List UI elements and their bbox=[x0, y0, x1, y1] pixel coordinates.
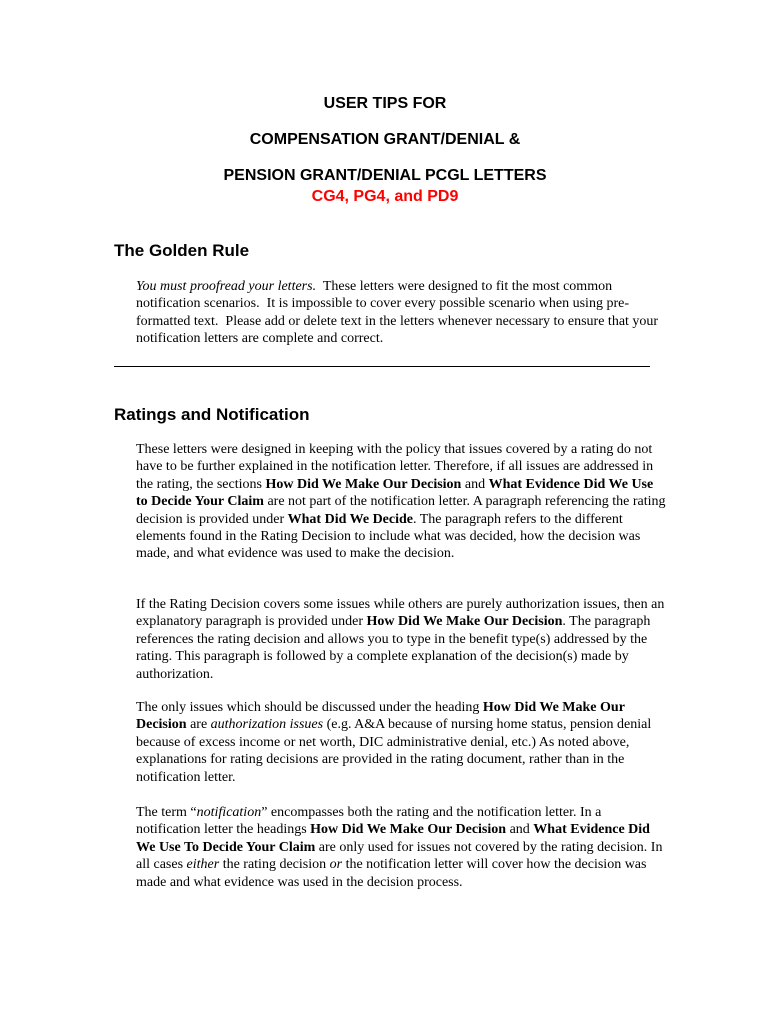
p4-italic-1: notification bbox=[196, 805, 262, 820]
title-line-2: COMPENSATION GRANT/DENIAL & bbox=[249, 131, 521, 148]
proofread-emphasis: You must proofread your letters. bbox=[136, 279, 317, 294]
p3-text-2: are bbox=[186, 717, 211, 733]
p4-bold-2: What Evidence Did We Use To Decide Your Claim bbox=[136, 822, 650, 855]
p4-text-3: and bbox=[506, 822, 534, 838]
p3-bold-1: How Did We Make Our Decision bbox=[136, 700, 625, 733]
p4-text-2: ” encompasses both the rating and the notification letter. In a notification letter the headings bbox=[136, 805, 602, 838]
p1-text-1: These letters were designed in keeping with the policy that issues covered by a rating do not have to be further explained in the notification letter. Therefore, if all issues are addressed in the rating, the sections bbox=[136, 442, 654, 492]
p1-bold-2: What Evidence Did We Use to Decide Your Claim bbox=[136, 476, 654, 510]
p4-text-5: the rating decision bbox=[219, 857, 330, 873]
p4-text-1: The term “ bbox=[136, 805, 197, 820]
title-line-1: USER TIPS FOR bbox=[323, 95, 447, 112]
p1-text-3: are not part of the notification letter. A paragraph referencing the rating decision is provided under bbox=[136, 494, 666, 527]
p1-bold-1: How Did We Make Our Decision bbox=[265, 476, 462, 492]
ratings-heading: Ratings and Notification bbox=[114, 405, 310, 424]
ratings-paragraph-1 bbox=[136, 441, 666, 563]
ratings-paragraph-3 bbox=[136, 699, 666, 786]
p2-bold-1: How Did We Make Our Decision bbox=[366, 614, 563, 630]
ratings-paragraph-4 bbox=[136, 804, 666, 891]
ratings-paragraph-2 bbox=[136, 596, 666, 683]
p2-text-2: . The paragraph references the rating decision and allows you to type in the benefit type(s) addressed by the rating. This paragraph is followed by a complete explanation of the decision(s) made by authorization. bbox=[136, 614, 651, 682]
title-line-3: PENSION GRANT/DENIAL PCGL LETTERS bbox=[223, 167, 547, 184]
golden-rule-text: These letters were designed to fit the most common notification scenarios. It is impossible to cover every possible scenario when using pre-formatted text. Please add or delete text in the letters whenever necessary to ensure that your notification letters are complete and correct. bbox=[136, 279, 662, 347]
p3-text-3: (e.g. A&A because of nursing home status, pension denial because of excess income or net worth, DIC administrative denial, etc.) As noted above, explanations for rating decisions are provided in the rating document, rather than in the notification letter. bbox=[136, 717, 652, 785]
p4-bold-1: How Did We Make Our Decision bbox=[310, 822, 507, 838]
p4-italic-3: or bbox=[329, 857, 343, 873]
horizontal-divider bbox=[114, 366, 650, 367]
p1-text-4: . The paragraph refers to the different elements found in the Rating Decision to include what was decided, how the decision was made, and what evidence was used to make the decision. bbox=[136, 511, 641, 562]
p2-text-1: If the Rating Decision covers some issues while others are purely authorization issues, then an explanatory paragraph is provided under bbox=[136, 597, 665, 630]
p3-italic-1: authorization issues bbox=[210, 717, 324, 733]
p1-bold-3: What Did We Decide bbox=[287, 511, 413, 527]
p4-text-6: the notification letter will cover how the decision was made and what evidence was used in the decision process. bbox=[136, 857, 647, 890]
p1-text-2: and bbox=[461, 476, 489, 492]
subtitle-letter-codes: CG4, PG4, and PD9 bbox=[311, 188, 459, 205]
p4-italic-2: either bbox=[186, 857, 220, 873]
p4-text-4: are only used for issues not covered by the rating decision. In all cases bbox=[136, 839, 663, 873]
p3-text-1: The only issues which should be discussed under the heading bbox=[136, 700, 483, 715]
golden-rule-heading: The Golden Rule bbox=[114, 241, 250, 260]
golden-rule-paragraph bbox=[136, 278, 666, 348]
